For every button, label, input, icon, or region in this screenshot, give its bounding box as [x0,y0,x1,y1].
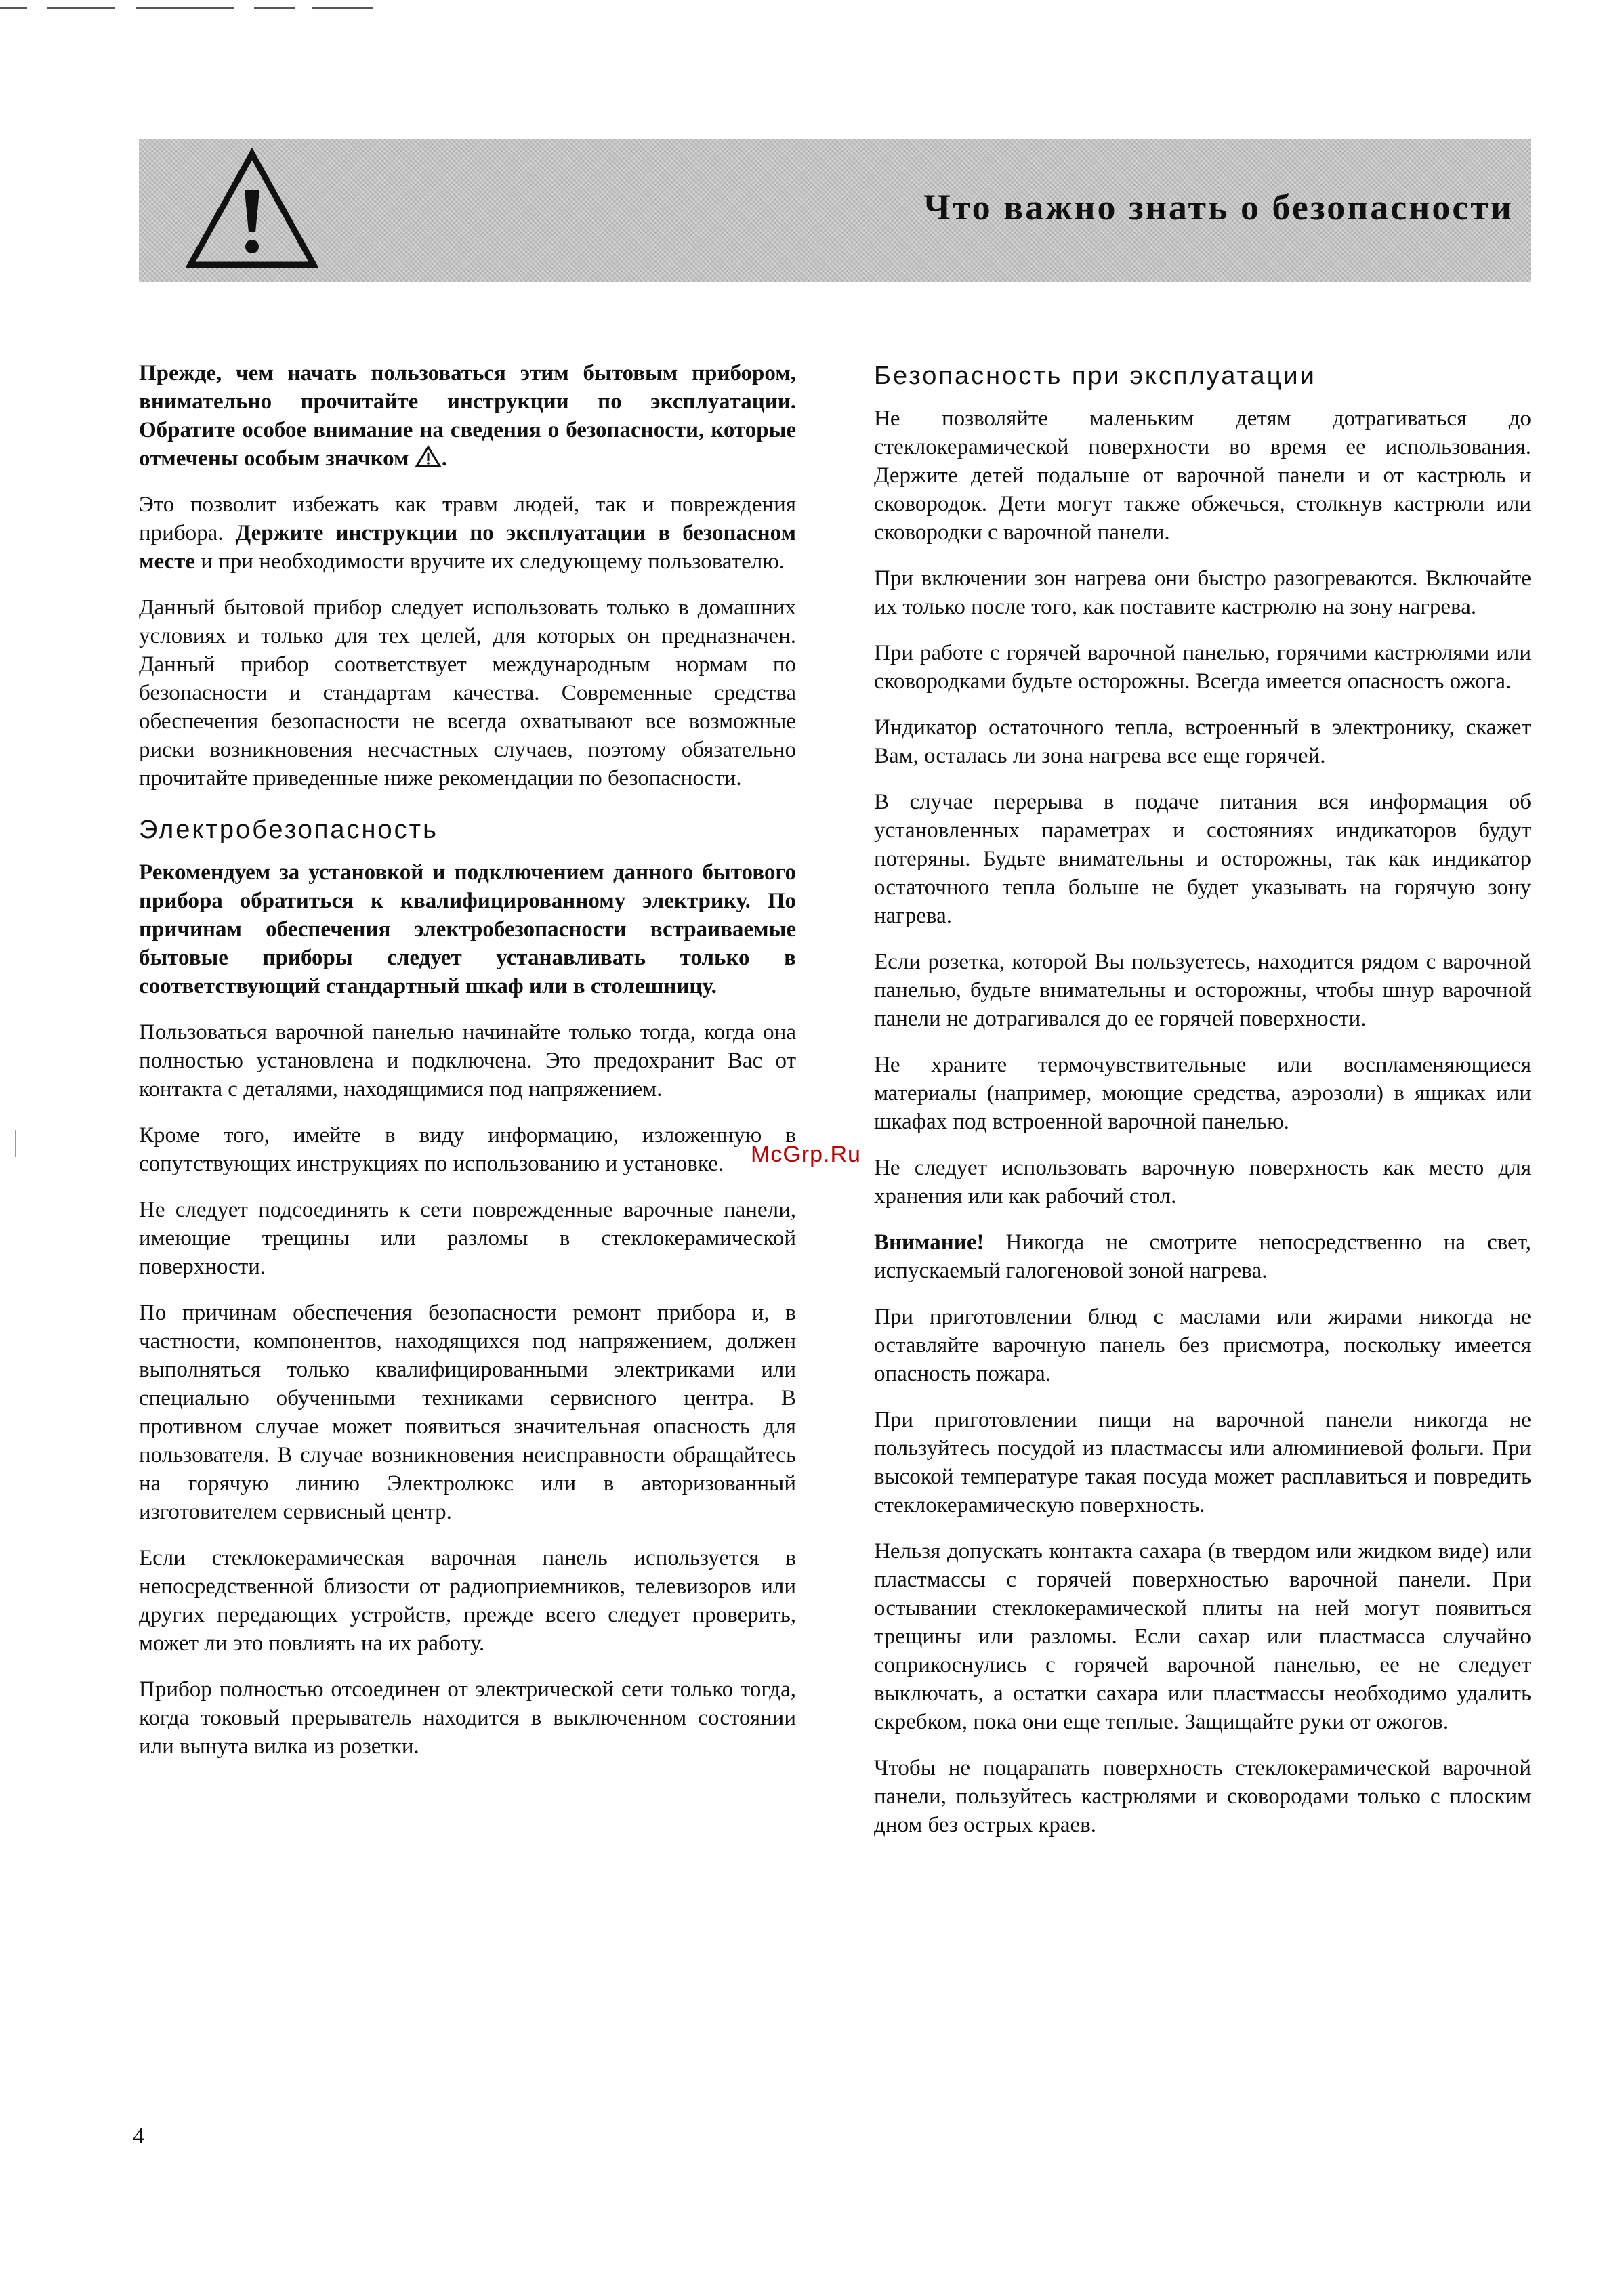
watermark: McGrp.Ru [751,1141,861,1167]
operation-paragraph: При приготовлении пищи на варочной панели никогда не пользуйтесь посудой из пластмассы или алюминиевой фольги. При высокой температуре такая посуда может расплавиться и повредить стеклокерамическую поверхность. [874,1408,1531,1517]
intro-paragraph-2: Это позволит избежать как травм людей, так и повреждения прибора. Держите инструкции по эксплуатации в безопасном месте и при необходимости вручите их следующему пользователю. [139,492,796,574]
right-column [874,359,1531,1857]
page-title: Что важно знать о безопасности [923,187,1514,228]
operation-paragraph: Не следует использовать варочную поверхность как место для хранения или как рабочий стол. [874,1156,1531,1209]
operation-paragraph: При приготовлении блюд с маслами или жирами никогда не оставляйте варочную панель без присмотра, поскольку имеется опасность пожара. [874,1305,1531,1386]
operation-paragraph: Индикатор остаточного тепла, встроенный в электронику, скажет Вам, осталась ли зона нагрева все еще горячей. [874,715,1531,768]
page-number: 4 [133,2124,144,2149]
section-heading-electric: Электробезопасность [139,816,438,844]
intro-paragraph-3: Данный бытовой прибор следует использовать только в домашних условиях и только для тех целей, для которых он предназначен. Данный прибор соответствует международным нормам по безопасности и стандартам качества. Современные средства обеспечения безопасности не всегда охватывают все возможные риски возникновения несчастных случаев, поэтому обязательно прочитайте приведенные ниже рекомендации по безопасности. [139,595,796,791]
electric-paragraph: По причинам обеспечения безопасности ремонт прибора и, в частности, компонентов, находящихся под напряжением, должен выполняться только квалифицированными электриками или специально обученными техниками сервисного центра. В противном случае может появиться значительная опасность для пользователя. В случае возникновения неисправности обращайтесь на горячую линию Электролюкс или в авторизованный изготовителем сервисный центр. [139,1301,796,1524]
operation-paragraph: Нельзя допускать контакта сахара (в твердом или жидком виде) или пластмассы с горячей поверхностью варочной панели. При остывании стеклокерамической плиты на ней могут появиться трещины или разломы. Если сахар или пластмасса случайно соприкоснулись с горячей варочной панелью, ее не следует выключать, а остатки сахара или пластмассы необходимо удалить скребком, пока они еще теплые. Защищайте руки от ожогов. [874,1539,1531,1734]
electric-paragraph: Не следует подсоединять к сети поврежденные варочные панели, имеющие трещины или разломы в стеклокерамической поверхности. [139,1198,796,1279]
section-heading-operation: Безопасность при эксплуатации [874,362,1316,390]
operation-paragraph: При работе с горячей варочной панелью, горячими кастрюлями или сковородками будьте осторожны. Всегда имеется опасность ожога. [874,641,1531,694]
operation-paragraph: При включении зон нагрева они быстро разогреваются. Включайте их только после того, как поставите кастрюлю на зону нагрева. [874,566,1531,619]
electric-paragraph: Пользоваться варочной панелью начинайте только тогда, когда она полностью установлена и подключена. Это предохранит Вас от контакта с деталями, находящимися под напряжением. [139,1020,796,1101]
scan-marks [0,7,407,11]
header-banner [139,139,1531,282]
operation-paragraph: Внимание! Никогда не смотрите непосредственно на свет, испускаемый галогеновой зоной нагрева. [874,1230,1531,1283]
margin-mark [15,1130,16,1157]
intro-paragraph: Прежде, чем начать пользоваться этим бытовым прибором, внимательно прочитайте инструкции по эксплуатации. Обратите особое внимание на сведения о безопасности, которые отмечены особым значком . [139,361,796,471]
electric-paragraph: Кроме того, имейте в виду информацию, изложенную в сопутствующих инструкциях по использованию и установке. [139,1123,796,1176]
inline-warning-icon [415,445,442,468]
operation-paragraph: Не позволяйте маленьким детям дотрагиваться до стеклокерамической поверхности во время ее использования. Держите детей подальше от варочной панели и от кастрюль и сковородок. Дети могут также обжечься, столкнув кастрюли или сковородки с варочной панели. [874,406,1531,545]
left-column [139,359,796,1778]
operation-paragraph: Чтобы не поцарапать поверхность стеклокерамической варочной панели, пользуйтесь кастрюлями и сковородами только с плоским дном без острых краев. [874,1756,1531,1837]
electric-paragraph: Если стеклокерамическая варочная панель используется в непосредственной близости от радиоприемников, телевизоров или других передающих устройств, прежде всего следует проверить, может ли это повлиять на их работу. [139,1546,796,1656]
operation-paragraph: Если розетка, которой Вы пользуетесь, находится рядом с варочной панелью, будьте внимательны и осторожны, чтобы шнур варочной панели не дотрагивался до ее горячей поверхности. [874,950,1531,1031]
electric-lead: Рекомендуем за установкой и подключением данного бытового прибора обратиться к квалифицированному электрику. По причинам обеспечения электробезопасности встраиваемые бытовые приборы следует устанавливать только в соответствующий стандартный шкаф или в столешницу. [139,860,796,999]
warning-triangle-icon [186,148,318,270]
electric-paragraph: Прибор полностью отсоединен от электрической сети только тогда, когда токовый прерыватель находится в выключенном состоянии или вынута вилка из розетки. [139,1677,796,1759]
operation-paragraph: В случае перерыва в подаче питания вся информация об установленных параметрах и состояниях индикаторов будут потеряны. Будьте внимательны и осторожны, так как индикатор остаточного тепла больше не будет указывать на горячую зону нагрева. [874,790,1531,928]
operation-paragraph: Не храните термочувствительные или воспламеняющиеся материалы (например, моющие средства, аэрозоли) в ящиках или шкафах под встроенной варочной панелью. [874,1053,1531,1134]
